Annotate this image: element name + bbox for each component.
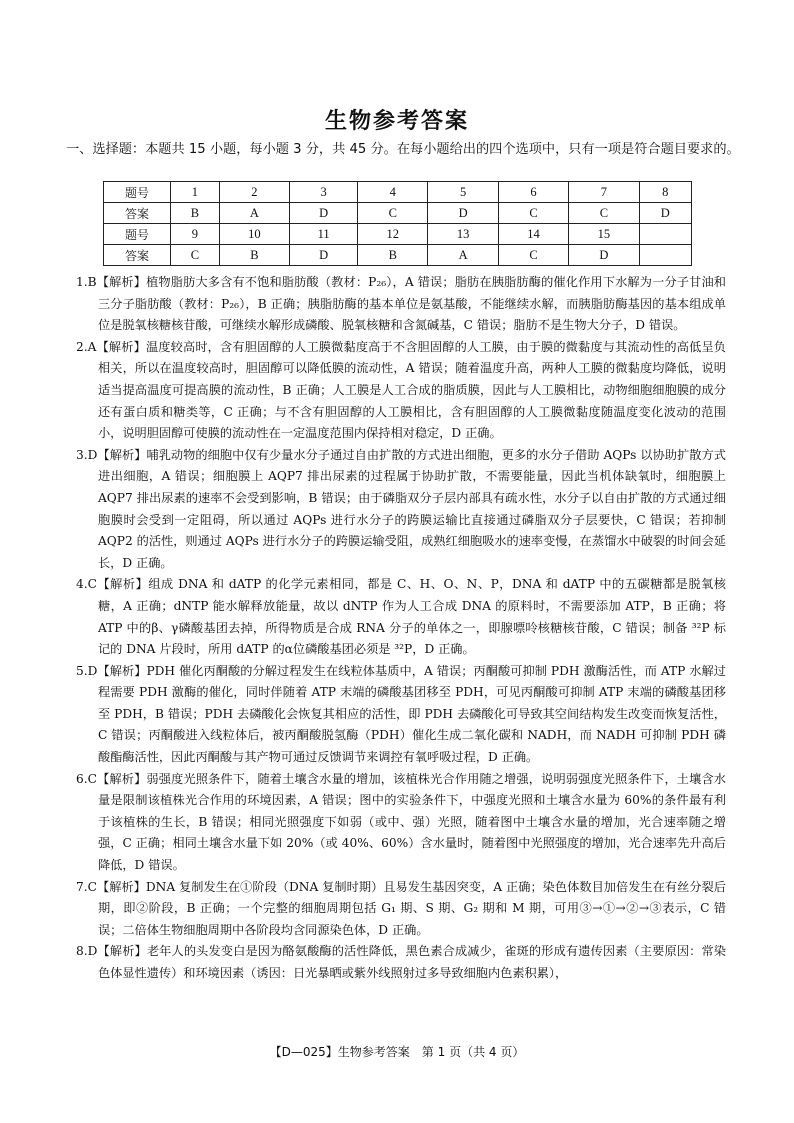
table-cell: 7 xyxy=(569,182,639,203)
row-label: 题号 xyxy=(104,224,171,245)
table-cell: 5 xyxy=(428,182,498,203)
table-cell: 6 xyxy=(498,182,568,203)
row-label: 答案 xyxy=(104,203,171,224)
table-cell: 10 xyxy=(219,224,289,245)
table-cell: 14 xyxy=(498,224,568,245)
table-cell: D xyxy=(290,203,358,224)
table-cell: D xyxy=(428,203,498,224)
table-cell: A xyxy=(219,203,289,224)
page-title: 生物参考答案 xyxy=(324,109,469,134)
table-cell: 1 xyxy=(171,182,220,203)
table-cell: 13 xyxy=(428,224,498,245)
explanation-item: 5.D【解析】PDH 催化丙酮酸的分解过程发生在线粒体基质中，A 错误；丙酮酸可抑制 PDH 激酶活性，而 ATP 水解过程需要 PDH 激酶的催化，同时伴随着 ATP 末端的磷酸基团移至 PDH，可见丙酮酸可抑制 ATP 末端的磷酸基团移至 PDH，B 错误；PDH 去磷酸化会恢复其相应的活性，即 PDH 去磷酸化可导致其空间结构发生改变而恢复活性，C 错误；丙酮酸进入线粒体后，被丙酮酸脱氢酶（PDH）催化生成二氧化碳和 NADH，而 NADH 可抑制 PDH 磷酸酯酶活性，因此丙酮酸与其产物可通过反馈调节来调控有氧呼吸过程，D 正确。 xyxy=(76,663,726,765)
table-row xyxy=(104,182,692,203)
table-row xyxy=(104,224,692,245)
table-cell: D xyxy=(290,245,358,266)
table-cell: A xyxy=(428,245,498,266)
section-heading: 一、选择题：本题共 15 小题，每小题 3 分，共 45 分。在每小题给出的四个选项中，只有一项是符合题目要求的。 xyxy=(66,142,740,157)
explanation-item: 3.D【解析】哺乳动物的细胞中仅有少量水分子通过自由扩散的方式进出细胞，更多的水分子借助 AQPs 以协助扩散方式进出细胞，A 错误；细胞膜上 AQP7 排出尿素的过程属于协助扩散，不需要能量，因此当机体缺氧时，细胞膜上 AQP7 排出尿素的速率不会受到影响，B 错误；由于磷脂双分子层内部具有疏水性，水分子以自由扩散的方式通过细胞膜时会受到一定阻碍，所以通过 AQPs 进行水分子的跨膜运输比直接通过磷脂双分子层要快，C 错误；若抑制 AQP2 的活性，则通过 AQPs 进行水分子的跨膜运输受阻，成熟红细胞吸水的速率变慢，在蒸馏水中破裂的时间会延长，D 正确。 xyxy=(76,447,726,570)
explanation-item: 8.D【解析】老年人的头发变白是因为酪氨酸酶的活性降低，黑色素合成减少，雀斑的形成有遗传因素（主要原因：常染色体显性遗传）和环境因素（诱因：日光暴晒或紫外线照射过多导致细胞内色素积累）， xyxy=(76,944,726,980)
table-cell: 3 xyxy=(290,182,358,203)
explanation-item: 2.A【解析】温度较高时，含有胆固醇的人工膜微黏度高于不含胆固醇的人工膜，由于膜的微黏度与其流动性的高低呈负相关，所以在温度较高时，胆固醇可以降低膜的流动性，A 错误；随着温度升高，两种人工膜的微黏度均降低，说明适当提高温度可提高膜的流动性，B 正确；人工膜是人工合成的脂质膜，因此与人工膜相比，动物细胞细胞膜的成分还有蛋白质和糖类等，C 正确；与不含有胆固醇的人工膜相比，含有胆固醇的人工膜微黏度随温度变化波动的范围小，说明胆固醇可使膜的流动性在一定温度范围内保持相对稳定，D 正确。 xyxy=(76,339,726,441)
explanation-item: 7.C【解析】DNA 复制发生在①阶段（DNA 复制时期）且易发生基因突变，A 正确；染色体数目加倍发生在有丝分裂后期，即②阶段，B 正确；一个完整的细胞周期包括 G₁ 期、S 期、G₂ 期和 M 期，可用③→①→②→③表示，C 错误；二倍体生物细胞周期中各阶段均含同源染色体，D 正确。 xyxy=(76,879,726,937)
row-label: 答案 xyxy=(104,245,171,266)
explanation-item: 4.C【解析】组成 DNA 和 dATP 的化学元素相同，都是 C、H、O、N、P，DNA 和 dATP 中的五碳糖都是脱氧核糖，A 正确；dNTP 能水解释放能量，故以 dNTP 作为人工合成 DNA 的原料时，不需要添加 ATP，B 正确；将 ATP 中的β、γ磷酸基团去掉，所得物质是合成 RNA 分子的单体之一，即腺嘌呤核糖核苷酸，C 错误；制备 ³²P 标记的 DNA 片段时，所用 dATP 的α位磷酸基团必须是 ³²P，D 正确。 xyxy=(76,577,726,657)
table-cell: 12 xyxy=(358,224,428,245)
table-cell: D xyxy=(639,203,691,224)
table-row xyxy=(104,245,692,266)
table-cell: C xyxy=(569,203,639,224)
table-cell: C xyxy=(171,245,220,266)
table-cell: D xyxy=(569,245,639,266)
table-cell xyxy=(639,245,691,266)
table-cell: B xyxy=(171,203,220,224)
table-cell: 2 xyxy=(219,182,289,203)
explanations xyxy=(76,272,726,985)
explanation-item: 1.B【解析】植物脂肪大多含有不饱和脂肪酸（教材：P₂₆），A 错误；脂肪在胰脂肪酶的催化作用下水解为一分子甘油和三分子脂肪酸（教材：P₂₆），B 正确；胰脂肪酶的基本单位是氨基酸，不能继续水解，而胰脂肪酶基因的基本组成单位是脱氧核糖核苷酸，可继续水解形成磷酸、脱氧核糖和含氮碱基，C 错误；脂肪不是生物大分子，D 错误。 xyxy=(76,275,726,333)
table-cell: C xyxy=(498,245,568,266)
table-cell xyxy=(639,224,691,245)
table-cell: 11 xyxy=(290,224,358,245)
table-row xyxy=(104,203,692,224)
table-cell: B xyxy=(219,245,289,266)
row-label: 题号 xyxy=(104,182,171,203)
table-cell: C xyxy=(358,203,428,224)
table-cell: 9 xyxy=(171,224,220,245)
table-cell: C xyxy=(498,203,568,224)
table-cell: 4 xyxy=(358,182,428,203)
explanation-item: 6.C【解析】弱强度光照条件下，随着土壤含水量的增加，该植株光合作用随之增强，说明弱强度光照条件下，土壤含水量是限制该植株光合作用的环境因素，A 错误；图中的实验条件下，中强度光照和土壤含水量为 60%的条件最有利于该植株的生长，B 错误；相同光照强度下如弱（或中、强）光照，随着图中土壤含水量的增加，光合速率随之增强，C 正确；相同土壤含水量下如 20%（或 40%、60%）含水量时，随着图中光照强度的增加，光合速率先升高后降低，D 错误。 xyxy=(76,771,726,873)
page-footer: 【D—025】生物参考答案 第 1 页（共 4 页） xyxy=(269,1045,525,1059)
table-cell: B xyxy=(358,245,428,266)
answer-table xyxy=(103,181,692,266)
table-cell: 15 xyxy=(569,224,639,245)
table-cell: 8 xyxy=(639,182,691,203)
